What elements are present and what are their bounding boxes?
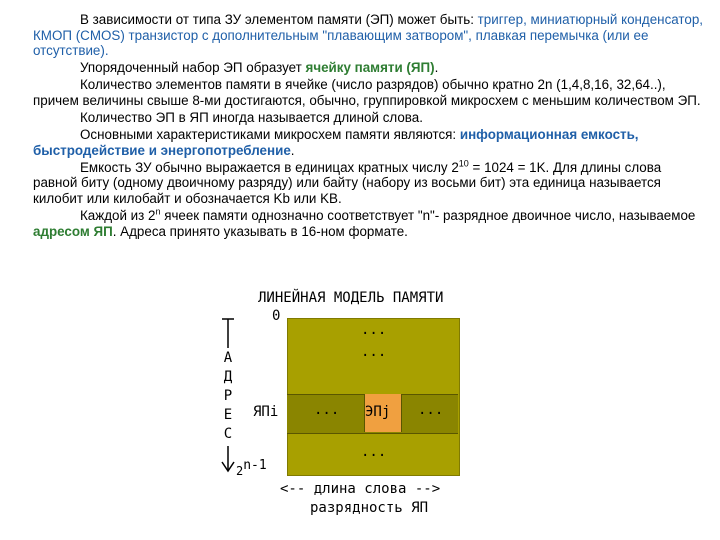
last-address-base: 2: [236, 464, 244, 478]
text: .: [290, 142, 295, 158]
dots-left: ...: [314, 402, 340, 418]
dots-bottom: ...: [361, 444, 387, 460]
last-address-exp: n-1: [243, 458, 267, 473]
text: Количество ЭП в ЯП иногда называется длиной слова.: [80, 110, 423, 126]
text: В зависимости от типа ЗУ элементом памяти (ЭП) может быть:: [80, 12, 478, 27]
address-letter: Е: [223, 407, 233, 423]
row-label: ЯПi: [253, 404, 279, 420]
dots-top-2: ...: [361, 344, 387, 360]
text: ячеек памяти однозначно соответствует "n"- разрядное двоичное число, называемое: [160, 208, 696, 224]
superscript: 10: [458, 158, 469, 169]
text: = 1024 = 1K. Для длины слова равной биту (одному двоичному разряду) или байту (набору из восьми бит) эта единица называется килобит или килобайт и обозначается Kb или KB.: [33, 159, 662, 207]
text: Каждой из 2: [80, 208, 156, 224]
address-letter: С: [223, 426, 233, 442]
last-address-label: [236, 457, 267, 478]
word-length-label: <-- длина слова -->: [280, 481, 441, 497]
address-letter: Р: [223, 388, 233, 404]
highlight-term: ячейку памяти (ЯП): [305, 60, 435, 76]
diagram-title: ЛИНЕЙНАЯ МОДЕЛЬ ПАМЯТИ: [258, 290, 444, 306]
zero-label: 0: [272, 308, 281, 324]
text: Упорядоченный набор ЭП образует: [80, 60, 306, 76]
address-letter: А: [223, 350, 233, 366]
cell-label: ЭПj: [365, 404, 391, 420]
superscript: n: [155, 206, 161, 217]
text: . Адреса принято указывать в 16-ном формате.: [112, 223, 408, 239]
dots-top-1: ...: [361, 322, 387, 338]
bit-depth-label: разрядность ЯП: [310, 500, 429, 516]
address-letter: Д: [223, 369, 233, 385]
highlight-term: адресом ЯП: [33, 223, 113, 239]
text: Основными характеристиками микросхем памяти являются:: [80, 127, 460, 143]
text: .: [434, 60, 439, 76]
highlight-text: триггер, миниатюрный конденсатор, КМОП (CMOS) транзистор с дополнительным "плавающим затвором", плавкая перемычка (или ее отсутствие).: [33, 12, 704, 59]
dots-right: ...: [418, 402, 444, 418]
text: Емкость ЗУ обычно выражается в единицах кратных числу 2: [80, 159, 459, 175]
text: Количество элементов памяти в ячейке (число разрядов) обычно кратно 2n (1,4,8,16, 32,64..), причем величины свыше 8-ми достигаются, обычно, группировкой микросхем с меньшим количеством ЭП.: [33, 77, 701, 108]
highlight-term: информационная емкость, быстродействие и энергопотребление: [33, 127, 639, 158]
